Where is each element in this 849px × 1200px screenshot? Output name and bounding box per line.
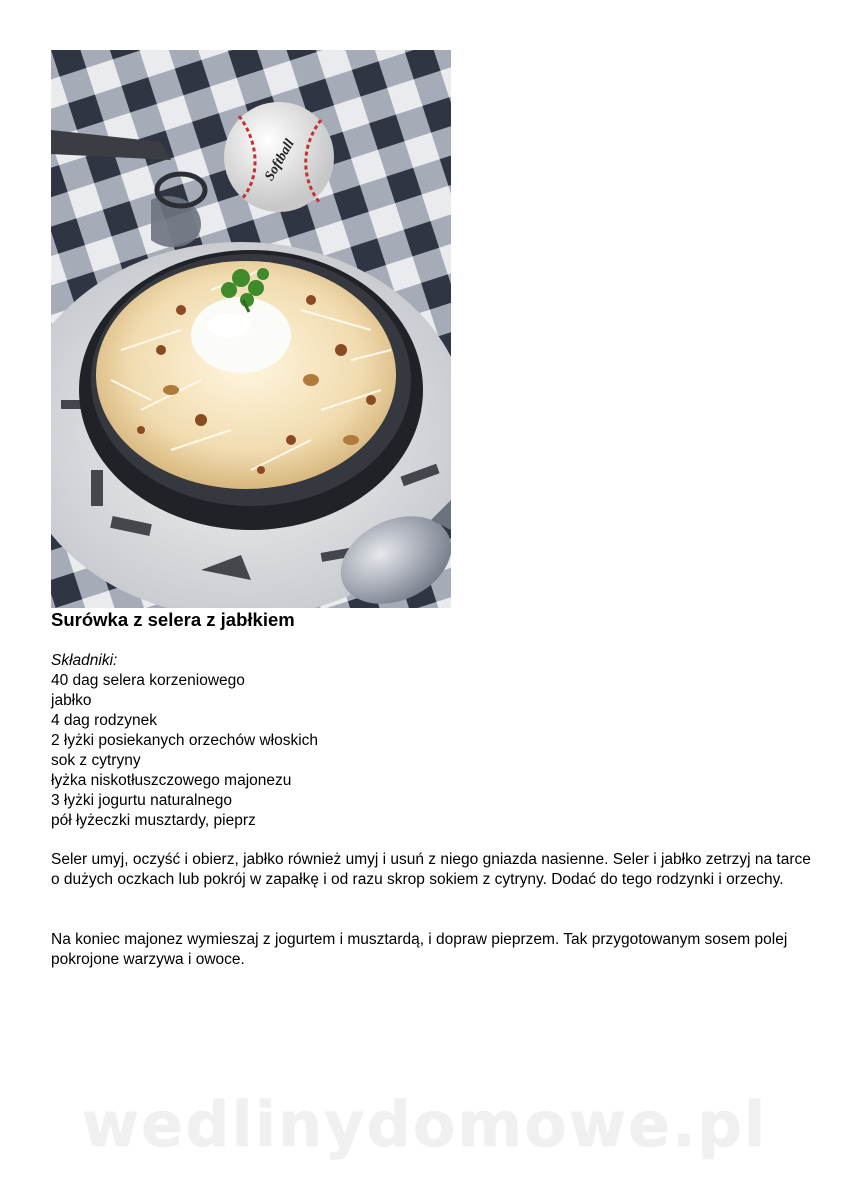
ingredient-item: pół łyżeczki musztardy, pieprz	[51, 812, 256, 829]
baseball-logo: Softball	[262, 136, 298, 184]
recipe-photo	[51, 50, 451, 608]
preparation-step-2: Na koniec majonez wymieszaj z jogurtem i musztardą, i dopraw pieprzem. Tak przygotowanym sosem polej pokrojone warzywa i owoce.	[51, 931, 788, 968]
ingredient-item: sok z cytryny	[51, 752, 141, 769]
ingredients-section	[51, 651, 811, 831]
ingredients-label: Składniki:	[51, 652, 118, 669]
ingredient-item: jabłko	[51, 692, 92, 709]
ingredient-item: łyżka niskotłuszczowego majonezu	[51, 772, 292, 789]
preparation-step-1: Seler umyj, oczyść i obierz, jabłko również umyj i usuń z niego gniazda nasienne. Seler i jabłko zetrzyj na tarce o dużych oczkach lub pokrój w zapałkę i od razu skrop sokiem z cytryny. Dodać do tego rodzynki i orzechy.	[51, 851, 811, 888]
ingredient-item: 40 dag selera korzeniowego	[51, 672, 245, 689]
ingredient-item: 3 łyżki jogurtu naturalnego	[51, 792, 232, 809]
site-watermark: wedlinydomowe.pl	[81, 1088, 768, 1161]
ingredients-list	[51, 671, 811, 831]
recipe-title: Surówka z selera z jabłkiem	[51, 609, 295, 630]
ingredient-item: 4 dag rodzynek	[51, 712, 157, 729]
ingredient-item: 2 łyżki posiekanych orzechów włoskich	[51, 732, 319, 749]
